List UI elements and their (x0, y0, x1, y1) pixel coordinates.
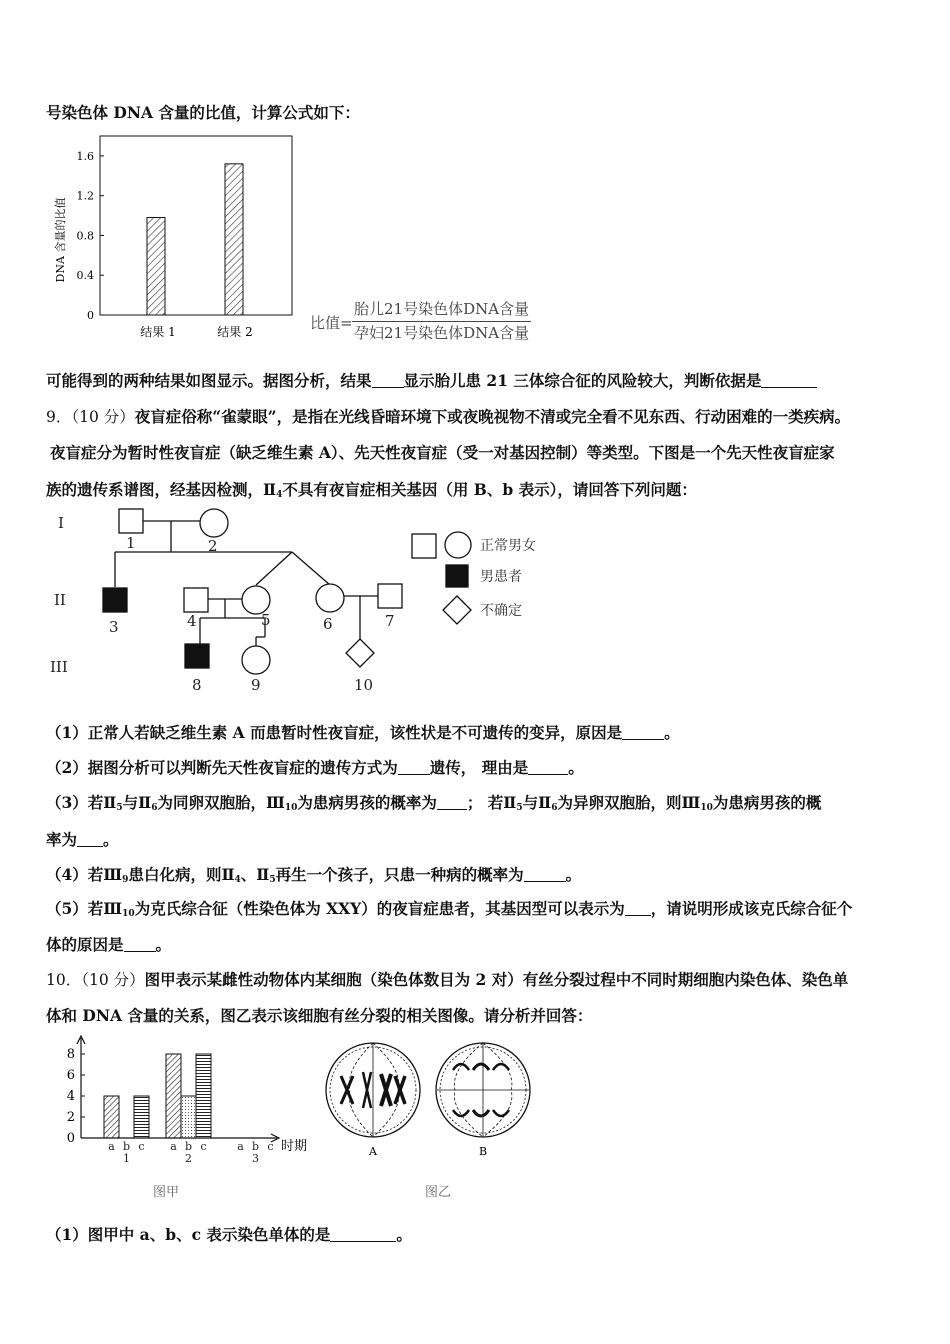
period-label: 3 (252, 1152, 259, 1165)
generation-II-label: II (54, 591, 66, 609)
bar-letter: b (251, 1140, 260, 1153)
pedigree-II3-affected-male (103, 588, 127, 612)
y-tick-label: 0 (87, 309, 94, 322)
answer-blank[interactable] (437, 795, 467, 810)
bar-b-period-2 (181, 1096, 196, 1138)
bar-letter: a (108, 1140, 115, 1153)
answer-blank[interactable] (77, 832, 103, 847)
figure-yi-cells (325, 1040, 540, 1205)
text-line-result: 可能得到的两种结果如图显示。据图分析，结果 显示胎儿患 21 三体综合征的风险较大，判断依据是 (46, 369, 817, 391)
figure-jia-chart (55, 1030, 325, 1205)
pedigree-I2-normal-female (200, 509, 228, 537)
legend-patient-label: 男患者 (480, 569, 522, 585)
answer-blank[interactable] (524, 867, 566, 882)
bar-letter: a (170, 1140, 177, 1153)
legend-male-symbol (412, 534, 436, 558)
legend-female-symbol (445, 532, 471, 558)
legend-patient-symbol (446, 565, 468, 587)
pedigree-III9-normal-female (242, 646, 270, 674)
bar-letter: a (237, 1140, 244, 1153)
x-label-result-1: 结果 1 (140, 325, 176, 339)
answer-blank[interactable] (330, 1227, 396, 1242)
pedigree-number: 3 (109, 618, 119, 636)
q9-sub-2: （2）据图分析可以判断先天性夜盲症的遗传方式为 遗传， 理由是 。 (46, 758, 584, 777)
pedigree-number: 8 (192, 676, 202, 694)
answer-blank[interactable] (528, 760, 568, 775)
y-tick-label: 0.8 (76, 229, 94, 243)
x-label-result-2: 结果 2 (217, 325, 253, 339)
formula-numerator: 胎儿21号染色体DNA含量 (354, 300, 530, 318)
formula-denominator: 孕妇21号染色体DNA含量 (354, 324, 530, 342)
pedigree-number: 7 (385, 612, 395, 630)
pedigree-I1-normal-male (119, 509, 143, 533)
answer-blank[interactable] (761, 373, 817, 388)
question-number: 9．（10 分） (46, 408, 135, 426)
y-tick-label: 1.6 (76, 149, 94, 163)
q9-sub-5-cont: 体的原因是 。 (46, 935, 172, 954)
pedigree-number: 2 (208, 537, 218, 555)
period-label: 1 (123, 1152, 130, 1165)
question-number: 10．（10 分） (46, 971, 145, 989)
dna-ratio-chart (50, 130, 310, 345)
pedigree-III10-uncertain (346, 639, 374, 667)
pedigree-II7-normal-male (378, 584, 402, 608)
bar-letter: c (200, 1140, 207, 1153)
q9-sub-3-cont: 率为 。 (46, 830, 119, 849)
y-tick-label: 6 (66, 1068, 75, 1083)
answer-blank[interactable] (372, 373, 404, 388)
q9-sub-3: （3）若$Ⅱ_5$与$Ⅱ_6$为同卵双胞胎，$Ⅲ_{10}$为患病男孩的概率为 ； 若$Ⅱ_5$与$Ⅱ_6$为异卵双胞胎，则$Ⅲ_{10}$为患病男孩的概 (46, 793, 822, 813)
y-tick-label: 0 (66, 1131, 75, 1146)
period-label: 2 (185, 1152, 192, 1165)
q9-line-2: 夜盲症分为暂时性夜盲症（缺乏维生素 A）、先天性夜盲症（受一对基因控制）等类型。下图是一个先天性夜盲症家 (50, 443, 835, 462)
pedigree-number: 1 (126, 534, 136, 552)
answer-blank[interactable] (625, 901, 651, 916)
pedigree-chart (40, 502, 600, 702)
x-axis-label: 时期 (281, 1139, 308, 1154)
pedigree-number: 6 (323, 615, 333, 633)
y-tick-label: 4 (66, 1089, 75, 1104)
q9-sub-1: （1）正常人若缺乏维生素 A 而患暂时性夜盲症，该性状是不可遗传的变异，原因是 。 (46, 723, 680, 742)
q10-line-1: 10．（10 分）图甲表示某雌性动物体内某细胞（染色体数目为 2 对）有丝分裂过程中不同时期细胞内染色体、染色单 (46, 970, 849, 989)
pedigree-number: 4 (187, 612, 197, 630)
y-tick-label: 2 (66, 1110, 75, 1125)
figure-yi-caption: 图乙 (425, 1185, 452, 1200)
q10-line-2: 体和 DNA 含量的关系，图乙表示该细胞有丝分裂的相关图像。请分析并回答： (46, 1006, 593, 1025)
bar-c-period-1 (134, 1096, 149, 1138)
bar-a-period-2 (166, 1054, 181, 1138)
q9-line-3: 族的遗传系谱图，经基因检测，$Ⅱ_4$不具有夜盲症相关基因（用 B、b 表示），请回答下列问题： (46, 480, 697, 500)
pedigree-II6-normal-female (316, 584, 344, 612)
bar-a-period-1 (104, 1096, 119, 1138)
q9-sub-5: （5）若$Ⅲ_{10}$为克氏综合征（性染色体为 XXY）的夜盲症患者，其基因型可以表示为 ，请说明形成该克氏综合征个 (46, 899, 853, 919)
pedigree-number: 10 (354, 676, 374, 694)
generation-I-label: I (58, 514, 64, 532)
q9-line-1: 9．（10 分）夜盲症俗称“雀蒙眼”，是指在光线昏暗环境下或夜晚视物不清或完全看不见东西、行动困难的一类疾病。 (46, 407, 851, 426)
legend-uncertain-label: 不确定 (480, 603, 522, 619)
q10-sub-1: （1）图甲中 a、b、c 表示染色单体的是 。 (46, 1225, 412, 1244)
pedigree-number: 5 (261, 611, 271, 629)
plot-frame (100, 136, 292, 315)
legend-normal-label: 正常男女 (480, 538, 536, 554)
bar-result-1 (147, 218, 165, 315)
bar-letter: b (184, 1140, 193, 1153)
pedigree-III8-affected-male (185, 644, 209, 668)
generation-III-label: III (50, 658, 68, 676)
y-axis-label: DNA 含量的比值 (54, 197, 67, 283)
formula-prefix: 比值= (310, 314, 353, 332)
cell-a-label: A (369, 1145, 377, 1158)
answer-blank[interactable] (124, 937, 156, 952)
cell-b-label: B (479, 1145, 488, 1158)
y-tick-label: 0.4 (76, 269, 94, 283)
bar-c-period-2 (196, 1054, 211, 1138)
text-line-intro: 号染色体 DNA 含量的比值，计算公式如下： (46, 103, 360, 122)
legend-uncertain-symbol (443, 596, 471, 624)
answer-blank[interactable] (398, 760, 430, 775)
answer-blank[interactable] (622, 725, 664, 740)
q9-sub-4: （4）若$Ⅲ_9$患白化病，则$Ⅱ_4$、$Ⅱ_5$再生一个孩子，只患一种病的概率为 。 (46, 865, 582, 885)
bar-letter: c (138, 1140, 145, 1153)
y-tick-label: 8 (66, 1047, 75, 1062)
figure-jia-caption: 图甲 (153, 1185, 180, 1200)
bar-result-2 (225, 164, 243, 315)
bar-letter: c (267, 1140, 274, 1153)
pedigree-number: 9 (251, 676, 261, 694)
pedigree-II5-normal-female (242, 586, 270, 614)
pedigree-II4-normal-male (184, 588, 208, 612)
bar-letter: b (122, 1140, 131, 1153)
y-tick-label: 1.2 (76, 189, 94, 203)
